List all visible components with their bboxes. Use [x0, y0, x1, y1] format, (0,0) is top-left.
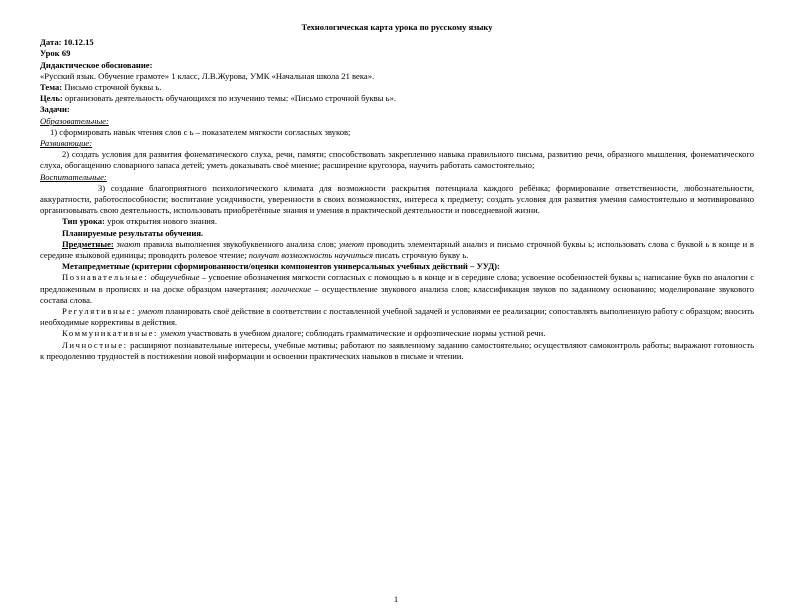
communicative-can: умеют	[160, 328, 186, 339]
regulatory-text: планировать своё действие в соответствии с поставленной учебной задачей и условиями ее реализации; сопоставлять выполненную работу с образцом; вносить необходимые коррективы в действия.	[40, 306, 754, 328]
subject-know-text: правила выполнения звукобуквенного анализа слов;	[143, 238, 337, 249]
meta-label: Метапредметные (критерии сформированности/оценки компонентов универсальных учебных действий – УУД):	[62, 261, 500, 272]
cognitive-label: Познавательные:	[62, 272, 149, 283]
goal-label: Цель:	[40, 93, 63, 104]
subject-know: знают	[116, 238, 141, 249]
didactic-text: «Русский язык. Обучение грамоте» 1 класс, Л.В.Журова, УМК «Начальная школа 21 века».	[40, 70, 375, 81]
developing-label: Развивающие:	[40, 138, 93, 149]
tasks-label: Задачи:	[40, 104, 70, 115]
cognitive-general-text: – усвоение обозначения мягкости согласных с помощью ь в конце и в середине слова; усвоение особенностей буквы ь; написание букв по аналогии с предложенным в прописях и на доске образцом начертания;	[40, 272, 755, 294]
regulatory-can: умеют	[138, 306, 164, 317]
subject-label: Предметные:	[62, 238, 114, 249]
educational-label: Образовательные:	[40, 115, 109, 126]
lesson-number: Урок 69	[40, 48, 71, 59]
subject-can-text: проводить элементарный анализ и письмо строчной буквы ь; использовать слова с буквой ь в конце и в середине языковой единицы; проводить ролевое чтение;	[40, 238, 754, 261]
lesson-type-label: Тип урока:	[62, 216, 105, 227]
subject-will-learn: получат возможность научиться	[248, 250, 373, 261]
document-title: Технологическая карта урока по русскому языку	[301, 22, 493, 32]
page-number: 1	[393, 594, 399, 604]
subject-results	[40, 239, 754, 261]
lesson-type-text: урок открытия нового знания.	[107, 216, 218, 227]
upbringing-task: 3) создание благоприятного психологического климата для возможности раскрытия потенциала каждого ребёнка; формирование ответственности, любознательности, аккуратности, работоспособности; воспитание усидчивости, уверенности в своих возможностях, интереса к предмету; создать условия для развития умения самостоятельно и мотивированно организовывать свою деятельность, использовать приобретённые знания и умения в практической деятельности и повседневной жизни.	[40, 182, 754, 216]
cognitive-results	[40, 272, 754, 306]
communicative-results	[40, 328, 754, 339]
lesson-type-line	[40, 216, 754, 227]
personal-results	[40, 340, 754, 362]
didactic-label: Дидактическое обоснование:	[40, 59, 153, 70]
date-value: 10.12.15	[63, 37, 94, 48]
date-line	[40, 37, 754, 48]
subject-can: умеют	[338, 238, 365, 249]
topic-label: Тема:	[40, 82, 63, 93]
subject-will-learn-text: писать строчную букву ь.	[375, 250, 469, 261]
developing-task: 2) создать условия для развития фонематического слуха, речи, памяти; способствовать закреплению навыка правильного письма, развитию речи, образного мышления, фонематического слуха, обогащению словарного запаса детей; уметь доказывать своё мнение; расширение кругозора, научить работать самостоятельно;	[40, 149, 754, 171]
regulatory-results	[40, 306, 754, 328]
topic-text: Письмо строчной буквы ь.	[64, 82, 162, 93]
communicative-text: участвовать в учебном диалоге; соблюдать грамматические и орфоэпические нормы устной речи.	[187, 328, 546, 339]
regulatory-label: Регулятивные:	[62, 306, 136, 317]
date-label: Дата:	[40, 37, 62, 48]
educational-task: 1) сформировать навык чтения слов с ь – показателем мягкости согласных звуков;	[50, 126, 351, 137]
goal-line	[40, 93, 754, 104]
topic-line	[40, 82, 754, 93]
personal-text: расширяют познавательные интересы, учебные мотивы; работают по заявленному заданию самостоятельно; осуществляют самоконтроль работы; выражают готовность к преодолению трудностей в постижении новой информации и освоении практических навыков в письме и чтении.	[40, 339, 755, 361]
results-label: Планируемые результаты обучения.	[62, 227, 204, 238]
goal-text: организовать деятельность обучающихся по изучению темы: «Письмо строчной буквы ь».	[64, 93, 397, 104]
cognitive-logical: логические	[271, 283, 312, 294]
communicative-label: Коммуникативные:	[62, 328, 159, 339]
cognitive-general: общеучебные	[150, 272, 200, 283]
personal-label: Личностные:	[62, 339, 128, 350]
cognitive-logical-text: – осуществление звукового анализа слов; классификация звуков по заданному основанию; моделирование звукового состава слова.	[40, 283, 755, 305]
upbringing-label: Воспитательные:	[40, 171, 107, 182]
